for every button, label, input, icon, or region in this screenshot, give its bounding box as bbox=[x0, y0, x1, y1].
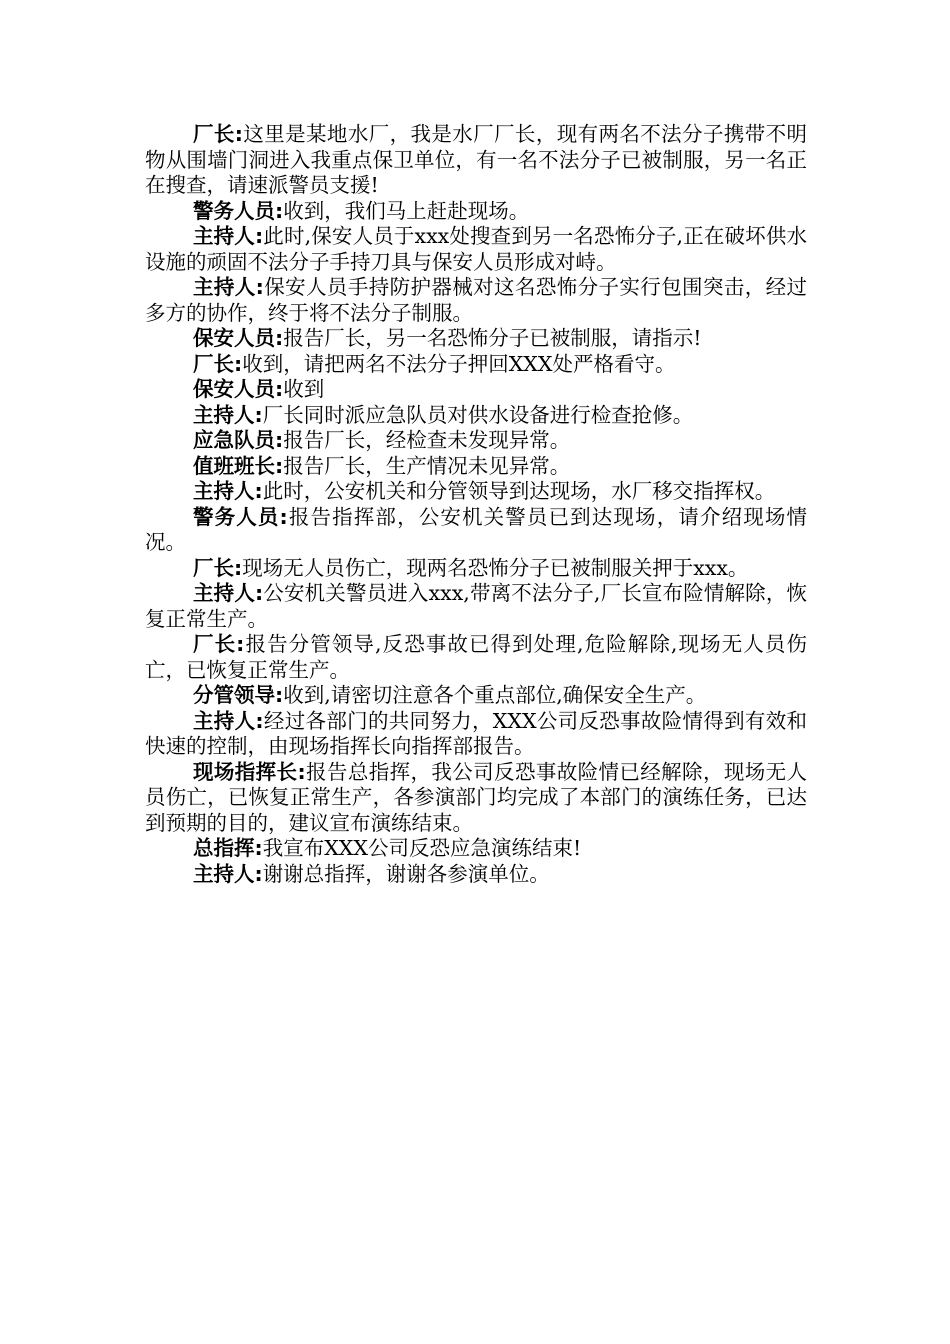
dialogue-line bbox=[145, 122, 807, 199]
speaker-label: 现场指挥长: bbox=[193, 759, 306, 784]
dialogue-line bbox=[145, 199, 807, 225]
dialogue-line bbox=[145, 377, 807, 403]
speaker-label: 分管领导: bbox=[193, 683, 284, 707]
dialogue-line bbox=[145, 403, 807, 429]
line-text: 经过各部门的共同努力，XXX公司反恐事故险情得到有效和快速的控制，由现场指挥长向指挥部报告。 bbox=[145, 708, 808, 758]
speaker-label: 值班班长: bbox=[193, 453, 284, 478]
line-text: 此时，公安机关和分管领导到达现场，水厂移交指挥权。 bbox=[262, 479, 776, 503]
speaker-label: 保安人员: bbox=[193, 326, 284, 350]
dialogue-line bbox=[145, 556, 807, 582]
speaker-label: 厂长: bbox=[193, 555, 243, 580]
speaker-label: 保安人员: bbox=[193, 377, 284, 401]
dialogue-line bbox=[145, 505, 807, 556]
line-text: 收到,请密切注意各个重点部位,确保安全生产。 bbox=[283, 683, 707, 707]
speaker-label: 厂长: bbox=[193, 351, 243, 376]
line-text: 报告指挥部，公安机关警员已到达现场，请介绍现场情况。 bbox=[145, 504, 808, 554]
line-text: 公安机关警员进入xxx,带离不法分子,厂长宣布险情解除，恢复正常生产。 bbox=[145, 581, 807, 631]
line-text: 报告总指挥，我公司反恐事故险情已经解除，现场无人员伤亡，已恢复正常生产，各参演部门均完成了本部门的演练任务，已达到预期的目的，建议宣布演练结束。 bbox=[145, 759, 808, 835]
dialogue-line bbox=[145, 352, 807, 378]
dialogue-body bbox=[145, 122, 807, 887]
dialogue-line bbox=[145, 836, 807, 862]
speaker-label: 主持人: bbox=[193, 479, 263, 503]
dialogue-line bbox=[145, 275, 807, 326]
dialogue-line bbox=[145, 581, 807, 632]
speaker-label: 主持人: bbox=[193, 708, 264, 733]
line-text: 谢谢总指挥，谢谢各参演单位。 bbox=[262, 861, 550, 886]
line-text: 厂长同时派应急队员对供水设备进行检查抢修。 bbox=[262, 402, 694, 427]
line-text: 报告厂长，经检查未发现异常。 bbox=[283, 428, 571, 452]
dialogue-line bbox=[145, 326, 807, 352]
dialogue-line bbox=[145, 862, 807, 888]
dialogue-line bbox=[145, 683, 807, 709]
speaker-label: 总指挥: bbox=[193, 836, 263, 860]
speaker-label: 警务人员: bbox=[193, 504, 288, 529]
line-text: 报告分管领导,反恐事故已得到处理,危险解除,现场无人员伤亡，已恢复正常生产。 bbox=[145, 632, 807, 682]
speaker-label: 厂长: bbox=[193, 122, 243, 146]
dialogue-line bbox=[145, 454, 807, 480]
line-text: 我宣布XXX公司反恐应急演练结束! bbox=[262, 836, 582, 860]
line-text: 收到，请把两名不法分子押回XXX处严格看守。 bbox=[242, 351, 676, 376]
speaker-label: 主持人: bbox=[193, 275, 264, 299]
line-text: 收到 bbox=[283, 377, 325, 401]
speaker-label: 主持人: bbox=[193, 861, 263, 886]
speaker-label: 主持人: bbox=[193, 402, 263, 427]
line-text: 收到，我们马上赶赴现场。 bbox=[283, 198, 530, 223]
line-text: 报告厂长，另一名恐怖分子已被制服，请指示! bbox=[283, 326, 702, 350]
dialogue-line bbox=[145, 428, 807, 454]
speaker-label: 主持人: bbox=[193, 581, 264, 605]
dialogue-line bbox=[145, 632, 807, 683]
dialogue-line bbox=[145, 224, 807, 275]
dialogue-line bbox=[145, 709, 807, 760]
line-text: 报告厂长，生产情况未见异常。 bbox=[283, 453, 571, 478]
speaker-label: 厂长: bbox=[193, 632, 245, 656]
dialogue-line bbox=[145, 479, 807, 505]
speaker-label: 应急队员: bbox=[193, 428, 284, 452]
dialogue-line bbox=[145, 760, 807, 837]
line-text: 这里是某地水厂，我是水厂厂长，现有两名不法分子携带不明物从围墙门洞进入我重点保卫单位，有一名不法分子已被制服，另一名正在搜查，请速派警员支援! bbox=[145, 122, 808, 197]
speaker-label: 主持人: bbox=[193, 224, 264, 248]
line-text: 此时,保安人员于xxx处搜查到另一名恐怖分子,正在破坏供水设施的顽固不法分子手持刀具与保安人员形成对峙。 bbox=[145, 224, 807, 274]
speaker-label: 警务人员: bbox=[193, 198, 284, 223]
line-text: 保安人员手持防护器械对这名恐怖分子实行包围突击，经过多方的协作，终于将不法分子制服。 bbox=[145, 275, 808, 325]
line-text: 现场无人员伤亡，现两名恐怖分子已被制服关押于xxx。 bbox=[242, 555, 749, 580]
